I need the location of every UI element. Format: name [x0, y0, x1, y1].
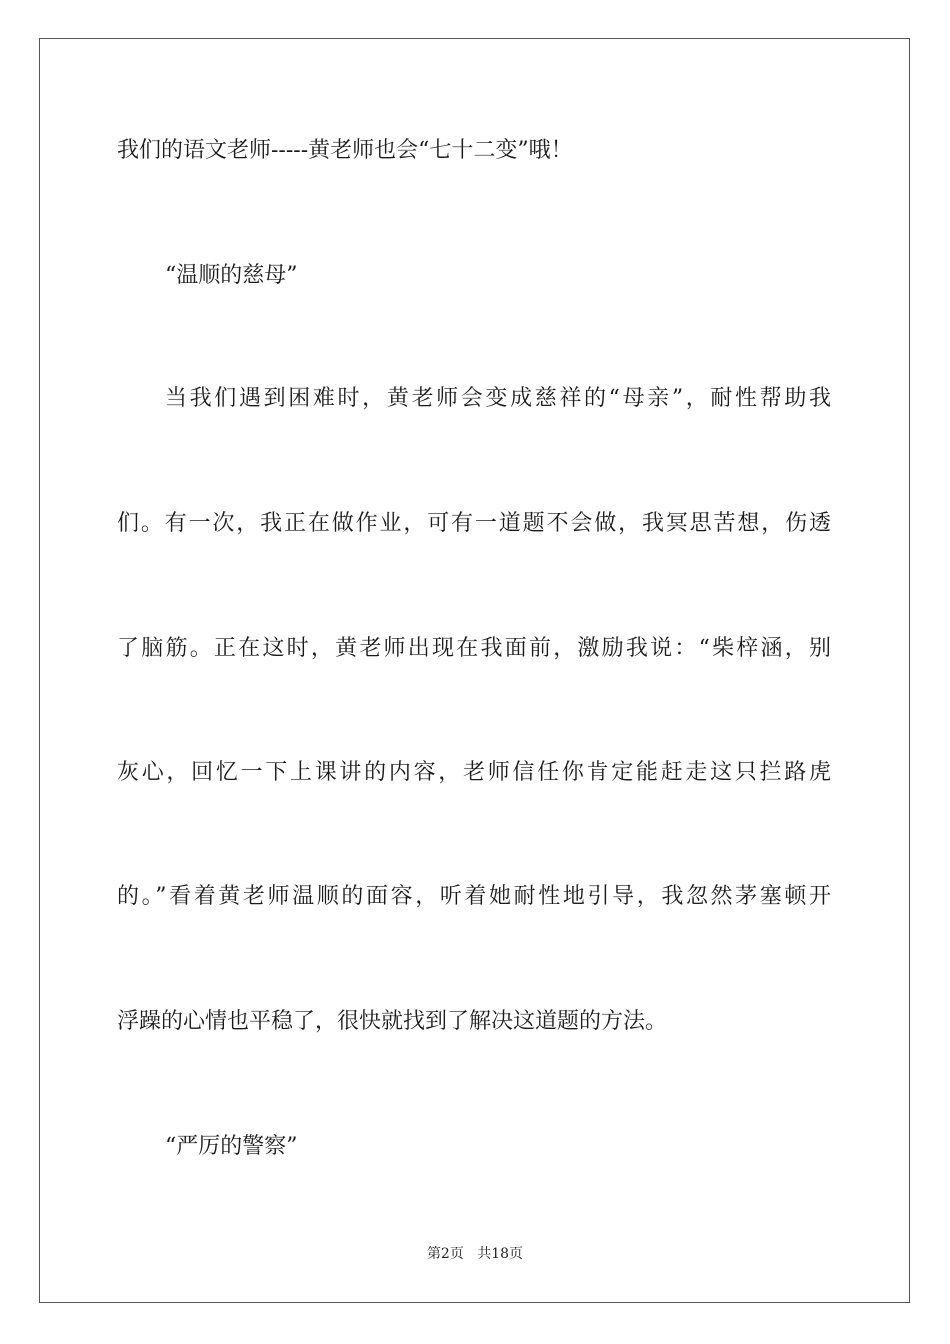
text-line-5: 了脑筋。正在这时，黄老师出现在我面前，激励我说：“柴梓涵，别 — [117, 636, 831, 661]
text-line-6: 灰心，回忆一下上课讲的内容，老师信任你肯定能赶走这只拦路虎 — [117, 760, 831, 785]
section-heading-strict-police: “严厉的警察” — [165, 1134, 298, 1159]
text-line-1: 我们的语文老师-----黄老师也会“七十二变”哦！ — [117, 138, 573, 163]
page-footer — [0, 1244, 950, 1264]
text-line-8: 浮躁的心情也平稳了，很快就找到了解决这道题的方法。 — [117, 1009, 668, 1034]
text-line-3: 当我们遇到困难时，黄老师会变成慈祥的“母亲”，耐性帮助我 — [165, 386, 831, 411]
section-heading-gentle-mother: “温顺的慈母” — [165, 263, 298, 288]
page-number: 第2页 — [426, 1246, 464, 1262]
text-line-7: 的。”看着黄老师温顺的面容，听着她耐性地引导，我忽然茅塞顿开 — [117, 884, 831, 909]
page-total: 共18页 — [477, 1246, 524, 1262]
text-line-4: 们。有一次，我正在做作业，可有一道题不会做，我冥思苦想，伤透 — [117, 511, 831, 536]
page-border — [39, 38, 910, 1303]
